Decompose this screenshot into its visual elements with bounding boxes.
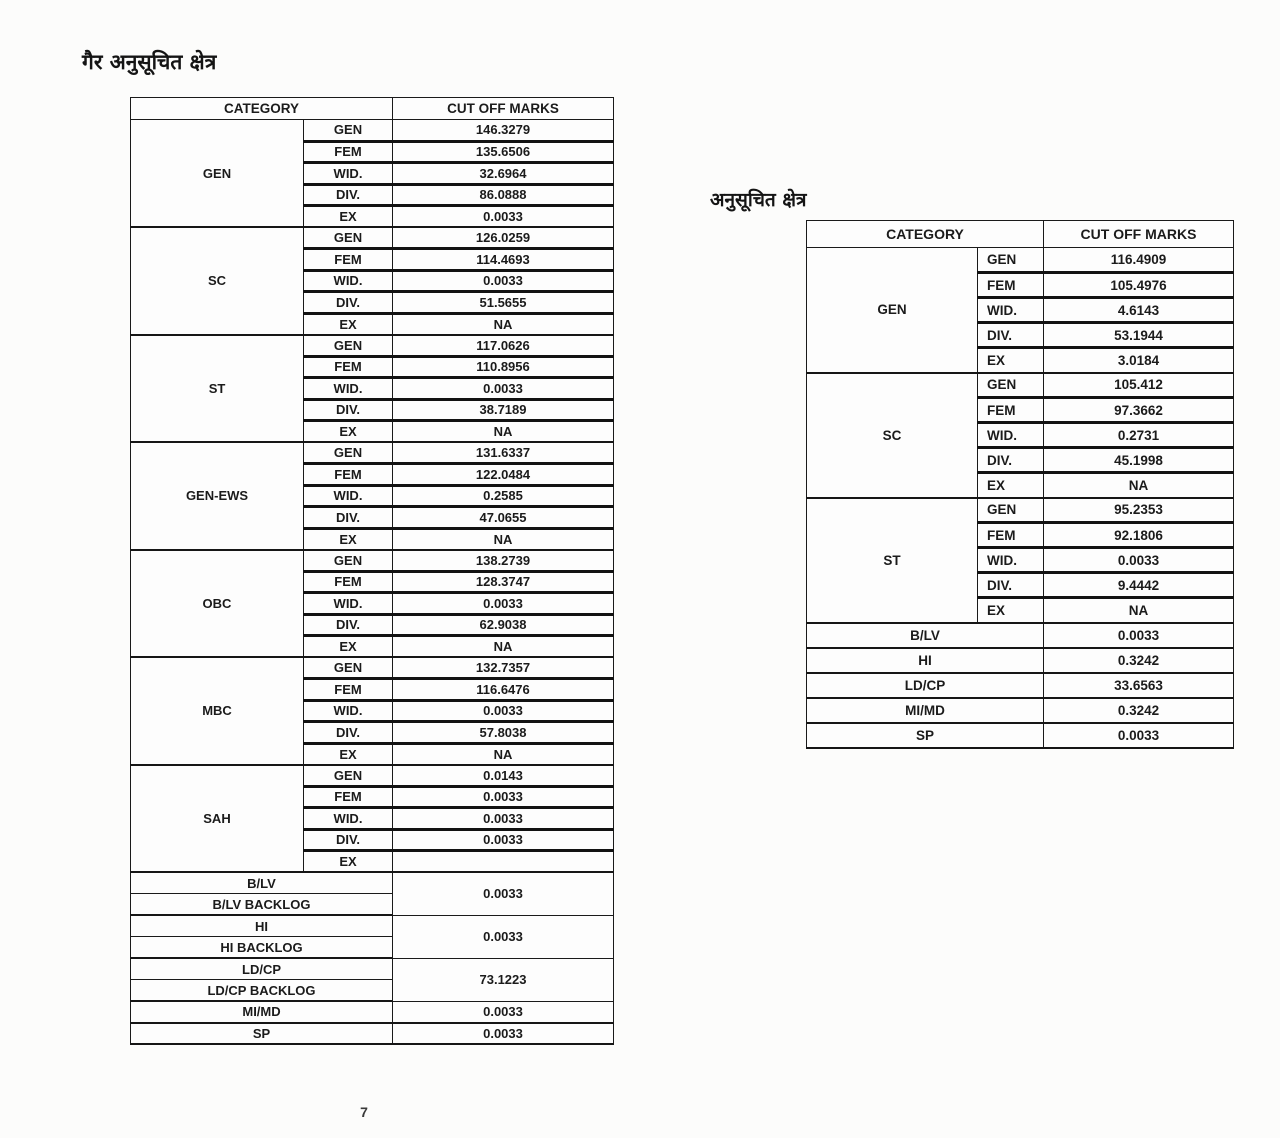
subcategory-cell: WID. xyxy=(304,485,393,507)
cutoff-marks-cell: 57.8038 xyxy=(393,722,614,744)
non-scheduled-area-title: गैर अनुसूचित क्षेत्र xyxy=(82,50,217,74)
subcategory-cell: FEM xyxy=(978,273,1044,298)
cutoff-marks-cell: 122.0484 xyxy=(393,464,614,486)
cutoff-marks-cell: 0.0033 xyxy=(393,1023,614,1045)
table-row xyxy=(131,335,614,357)
cutoff-marks-cell: 95.2353 xyxy=(1044,498,1234,523)
subcategory-cell: EX xyxy=(304,851,393,873)
category-column-header: CATEGORY xyxy=(807,221,1044,248)
scheduled-cutoff-table xyxy=(806,220,1234,749)
subcategory-cell: WID. xyxy=(978,548,1044,573)
subcategory-cell: GEN xyxy=(304,120,393,142)
subcategory-cell: GEN xyxy=(978,373,1044,398)
cutoff-marks-cell xyxy=(393,851,614,873)
subcategory-cell: EX xyxy=(304,743,393,765)
table-row xyxy=(807,623,1234,648)
table-row xyxy=(131,120,614,142)
category-cell: HI xyxy=(131,915,393,937)
table-row xyxy=(807,648,1234,673)
category-cell: LD/CP BACKLOG xyxy=(131,980,393,1002)
category-cell: HI xyxy=(807,648,1044,673)
table-row xyxy=(131,872,614,894)
cutoff-marks-cell: NA xyxy=(393,743,614,765)
table-row xyxy=(131,915,614,937)
table-row xyxy=(131,550,614,572)
cutoff-marks-column-header: CUT OFF MARKS xyxy=(393,98,614,120)
page-number: 7 xyxy=(360,1104,368,1120)
table-row xyxy=(807,723,1234,748)
category-cell: ST xyxy=(807,498,978,623)
subcategory-cell: WID. xyxy=(304,270,393,292)
subcategory-cell: FEM xyxy=(304,464,393,486)
cutoff-marks-cell: 135.6506 xyxy=(393,141,614,163)
category-column-header: CATEGORY xyxy=(131,98,393,120)
subcategory-cell: DIV. xyxy=(304,292,393,314)
subcategory-cell: GEN xyxy=(304,657,393,679)
category-cell: MI/MD xyxy=(807,698,1044,723)
subcategory-cell: GEN xyxy=(978,248,1044,273)
cutoff-marks-cell: 0.0033 xyxy=(393,378,614,400)
table-row xyxy=(131,1023,614,1045)
cutoff-marks-cell: 0.3242 xyxy=(1044,648,1234,673)
subcategory-cell: EX xyxy=(978,598,1044,623)
table-row xyxy=(807,673,1234,698)
subcategory-cell: GEN xyxy=(978,498,1044,523)
cutoff-marks-cell: NA xyxy=(393,421,614,443)
header-row xyxy=(807,221,1234,248)
cutoff-marks-cell: 0.0033 xyxy=(393,915,614,958)
cutoff-marks-cell: 0.0033 xyxy=(393,700,614,722)
cutoff-marks-cell: 47.0655 xyxy=(393,507,614,529)
subcategory-cell: FEM xyxy=(978,398,1044,423)
cutoff-marks-cell: NA xyxy=(393,528,614,550)
non-scheduled-cutoff-table xyxy=(130,97,614,1045)
cutoff-marks-cell: 97.3662 xyxy=(1044,398,1234,423)
category-cell: MI/MD xyxy=(131,1001,393,1023)
cutoff-marks-cell: 0.0033 xyxy=(393,808,614,830)
cutoff-marks-cell: 0.0033 xyxy=(1044,623,1234,648)
subcategory-cell: WID. xyxy=(978,423,1044,448)
cutoff-marks-cell: 0.0033 xyxy=(393,872,614,915)
subcategory-cell: DIV. xyxy=(978,573,1044,598)
cutoff-marks-cell: NA xyxy=(393,313,614,335)
category-cell: GEN-EWS xyxy=(131,442,304,550)
table-row xyxy=(131,227,614,249)
cutoff-marks-cell: NA xyxy=(1044,598,1234,623)
subcategory-cell: WID. xyxy=(304,808,393,830)
cutoff-marks-cell: 131.6337 xyxy=(393,442,614,464)
subcategory-cell: FEM xyxy=(304,679,393,701)
category-cell: SAH xyxy=(131,765,304,873)
cutoff-marks-cell: NA xyxy=(393,636,614,658)
cutoff-marks-cell: 62.9038 xyxy=(393,614,614,636)
cutoff-marks-cell: 138.2739 xyxy=(393,550,614,572)
table-row xyxy=(131,442,614,464)
subcategory-cell: WID. xyxy=(304,700,393,722)
cutoff-marks-cell: 0.0033 xyxy=(393,829,614,851)
cutoff-marks-cell: 73.1223 xyxy=(393,958,614,1001)
subcategory-cell: FEM xyxy=(978,523,1044,548)
cutoff-marks-cell: 33.6563 xyxy=(1044,673,1234,698)
cutoff-marks-cell: 92.1806 xyxy=(1044,523,1234,548)
cutoff-marks-cell: 86.0888 xyxy=(393,184,614,206)
category-cell: SP xyxy=(131,1023,393,1045)
subcategory-cell: EX xyxy=(304,528,393,550)
cutoff-marks-cell: 126.0259 xyxy=(393,227,614,249)
subcategory-cell: WID. xyxy=(304,163,393,185)
cutoff-marks-cell: 116.4909 xyxy=(1044,248,1234,273)
category-cell: MBC xyxy=(131,657,304,765)
table-row xyxy=(131,958,614,980)
category-cell: OBC xyxy=(131,550,304,658)
cutoff-marks-cell: 128.3747 xyxy=(393,571,614,593)
cutoff-marks-cell: 4.6143 xyxy=(1044,298,1234,323)
category-cell: B/LV BACKLOG xyxy=(131,894,393,916)
subcategory-cell: WID. xyxy=(304,593,393,615)
subcategory-cell: EX xyxy=(978,348,1044,373)
cutoff-marks-cell: 0.0033 xyxy=(1044,548,1234,573)
table-row xyxy=(807,373,1234,398)
subcategory-cell: DIV. xyxy=(304,184,393,206)
category-cell: SP xyxy=(807,723,1044,748)
table-row xyxy=(131,765,614,787)
subcategory-cell: WID. xyxy=(978,298,1044,323)
subcategory-cell: FEM xyxy=(304,141,393,163)
cutoff-marks-cell: 0.0033 xyxy=(1044,723,1234,748)
cutoff-marks-cell: 0.3242 xyxy=(1044,698,1234,723)
subcategory-cell: DIV. xyxy=(304,614,393,636)
cutoff-marks-cell: 51.5655 xyxy=(393,292,614,314)
subcategory-cell: WID. xyxy=(304,378,393,400)
subcategory-cell: DIV. xyxy=(304,722,393,744)
subcategory-cell: EX xyxy=(304,206,393,228)
cutoff-marks-cell: 110.8956 xyxy=(393,356,614,378)
cutoff-marks-cell: 117.0626 xyxy=(393,335,614,357)
subcategory-cell: EX xyxy=(304,636,393,658)
cutoff-marks-cell: 0.0143 xyxy=(393,765,614,787)
subcategory-cell: FEM xyxy=(304,571,393,593)
subcategory-cell: GEN xyxy=(304,335,393,357)
cutoff-marks-cell: 9.4442 xyxy=(1044,573,1234,598)
category-cell: GEN xyxy=(807,248,978,373)
cutoff-marks-cell: 45.1998 xyxy=(1044,448,1234,473)
scheduled-area-title: अनुसूचित क्षेत्र xyxy=(710,189,807,211)
subcategory-cell: GEN xyxy=(304,765,393,787)
subcategory-cell: DIV. xyxy=(304,507,393,529)
category-cell: B/LV xyxy=(131,872,393,894)
category-cell: SC xyxy=(131,227,304,335)
subcategory-cell: GEN xyxy=(304,442,393,464)
cutoff-marks-cell: 0.2731 xyxy=(1044,423,1234,448)
cutoff-marks-column-header: CUT OFF MARKS xyxy=(1044,221,1234,248)
cutoff-marks-cell: 0.0033 xyxy=(393,270,614,292)
category-cell: ST xyxy=(131,335,304,443)
header-row xyxy=(131,98,614,120)
cutoff-marks-cell: 105.4976 xyxy=(1044,273,1234,298)
subcategory-cell: FEM xyxy=(304,356,393,378)
subcategory-cell: DIV. xyxy=(978,448,1044,473)
cutoff-marks-cell: 105.412 xyxy=(1044,373,1234,398)
subcategory-cell: DIV. xyxy=(304,399,393,421)
category-cell: LD/CP xyxy=(807,673,1044,698)
cutoff-marks-cell: 0.0033 xyxy=(393,786,614,808)
cutoff-marks-cell: 146.3279 xyxy=(393,120,614,142)
subcategory-cell: GEN xyxy=(304,227,393,249)
cutoff-marks-cell: 116.6476 xyxy=(393,679,614,701)
table-row xyxy=(131,1001,614,1023)
category-cell: GEN xyxy=(131,120,304,228)
table-row xyxy=(807,698,1234,723)
cutoff-marks-cell: NA xyxy=(1044,473,1234,498)
cutoff-marks-cell: 38.7189 xyxy=(393,399,614,421)
cutoff-marks-cell: 132.7357 xyxy=(393,657,614,679)
cutoff-marks-cell: 114.4693 xyxy=(393,249,614,271)
table-row xyxy=(131,657,614,679)
subcategory-cell: GEN xyxy=(304,550,393,572)
category-cell: B/LV xyxy=(807,623,1044,648)
category-cell: SC xyxy=(807,373,978,498)
subcategory-cell: EX xyxy=(304,421,393,443)
subcategory-cell: EX xyxy=(978,473,1044,498)
cutoff-marks-cell: 0.0033 xyxy=(393,206,614,228)
category-cell: LD/CP xyxy=(131,958,393,980)
cutoff-marks-cell: 53.1944 xyxy=(1044,323,1234,348)
cutoff-marks-cell: 3.0184 xyxy=(1044,348,1234,373)
category-cell: HI BACKLOG xyxy=(131,937,393,959)
subcategory-cell: FEM xyxy=(304,249,393,271)
subcategory-cell: DIV. xyxy=(978,323,1044,348)
cutoff-marks-cell: 0.2585 xyxy=(393,485,614,507)
table-row xyxy=(807,498,1234,523)
subcategory-cell: EX xyxy=(304,313,393,335)
subcategory-cell: DIV. xyxy=(304,829,393,851)
table-row xyxy=(807,248,1234,273)
cutoff-marks-cell: 0.0033 xyxy=(393,593,614,615)
cutoff-marks-cell: 0.0033 xyxy=(393,1001,614,1023)
cutoff-marks-cell: 32.6964 xyxy=(393,163,614,185)
subcategory-cell: FEM xyxy=(304,786,393,808)
